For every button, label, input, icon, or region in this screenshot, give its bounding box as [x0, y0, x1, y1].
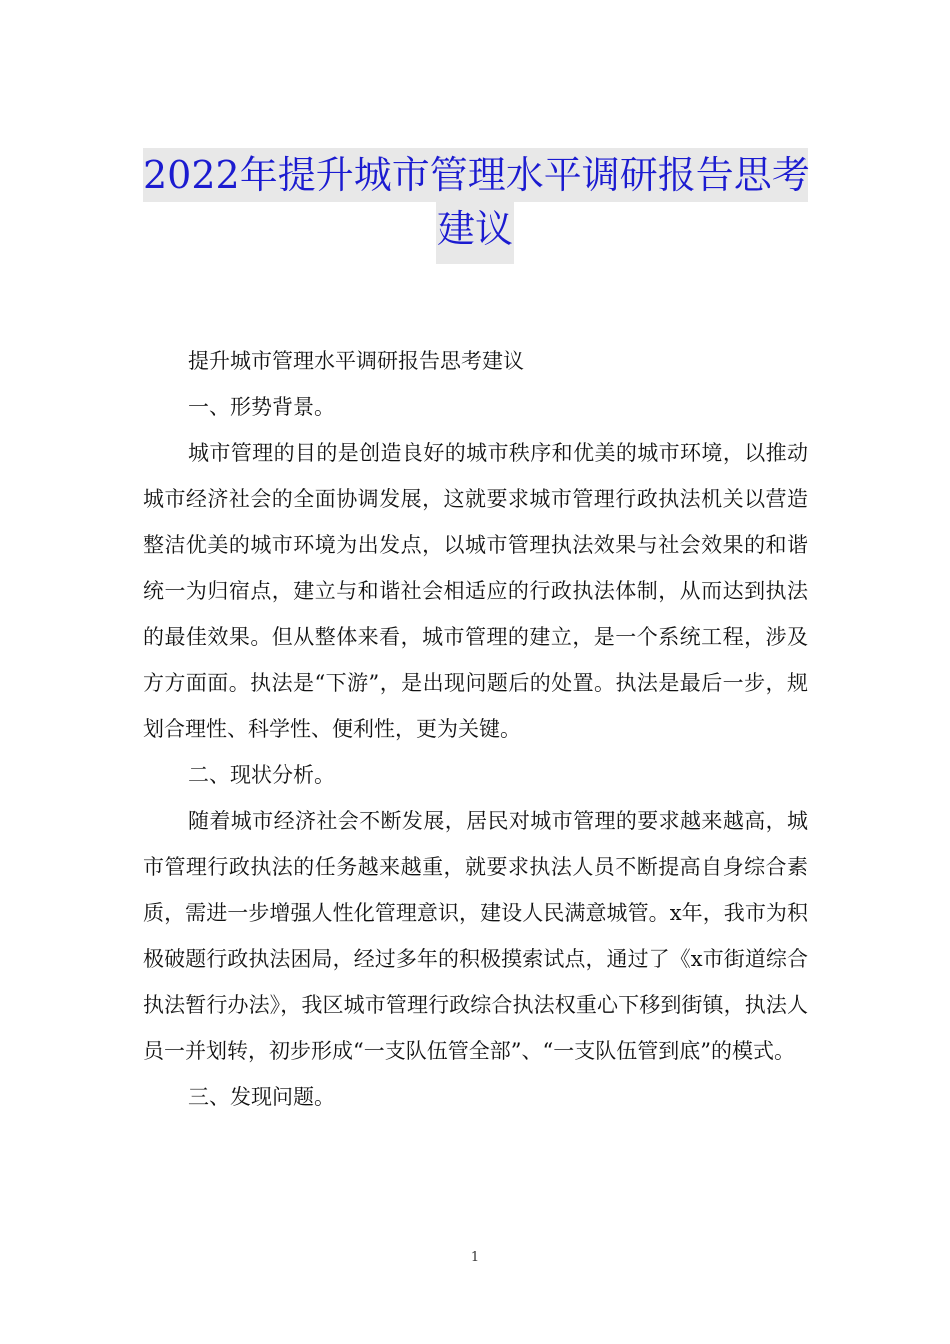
document-title-line-2: 建议 [436, 202, 514, 264]
document-subtitle: 提升城市管理水平调研报告思考建议 [188, 349, 524, 373]
paragraph-status: 随着城市经济社会不断发展，居民对城市管理的要求越来越高，城市管理行政执法的任务越来越重，就要求执法人员不断提高自身综合素质，需进一步增强人性化管理意识，建设人民满意城管。x年，我市为积极破题行政执法困局，经过多年的积极摸索试点，通过了《x市街道综合执法暂行办法》，我区城市管理行政综合执法权重心下移到街镇，执法人员一并划转，初步形成“一支队伍管全部”、“一支队伍管到底”的模式。 [143, 809, 808, 1063]
section-heading-background: 一、形势背景。 [188, 395, 335, 419]
section-heading-problems: 三、发现问题。 [188, 1085, 335, 1109]
document-title-line-1: 2022年提升城市管理水平调研报告思考 [143, 148, 808, 202]
paragraph-background: 城市管理的目的是创造良好的城市秩序和优美的城市环境，以推动城市经济社会的全面协调发展，这就要求城市管理行政执法机关以营造整洁优美的城市环境为出发点，以城市管理执法效果与社会效果的和谐统一为归宿点，建立与和谐社会相适应的行政执法体制，从而达到执法的最佳效果。但从整体来看，城市管理的建立，是一个系统工程，涉及方方面面。执法是“下游”，是出现问题后的处置。执法是最后一步，规划合理性、科学性、便利性，更为关键。 [143, 441, 808, 741]
document-body [143, 338, 808, 1120]
section-heading-status: 二、现状分析。 [188, 763, 335, 787]
page-number: 1 [470, 1250, 480, 1265]
